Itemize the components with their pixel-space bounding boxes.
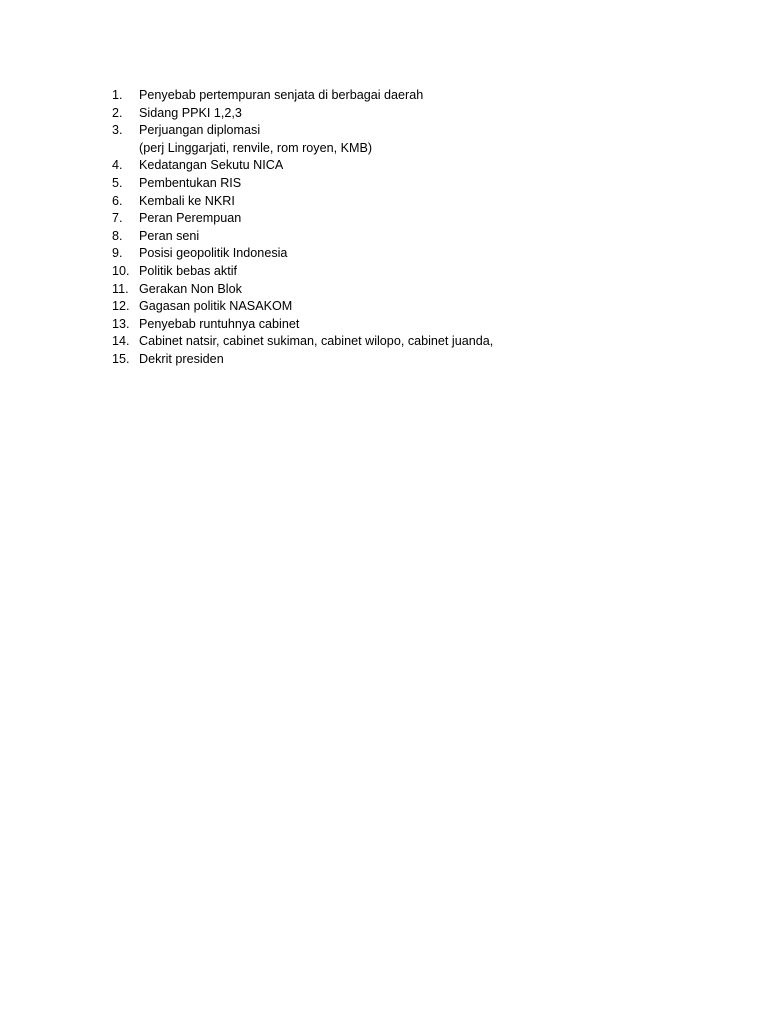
numbered-list [112, 87, 493, 369]
list-text: Gerakan Non Blok [139, 281, 242, 296]
list-text: Kedatangan Sekutu NICA [139, 158, 284, 173]
list-text: Penyebab runtuhnya cabinet [139, 316, 300, 331]
list-item [112, 210, 493, 228]
list-text: Peran Perempuan [139, 211, 242, 226]
list-number: 9. [112, 246, 123, 261]
list-number: 13. [112, 316, 130, 331]
list-text: Gagasan politik NASAKOM [139, 299, 293, 314]
list-text: Cabinet natsir, cabinet sukiman, cabinet wilopo, cabinet juanda, [139, 334, 494, 349]
list-item [112, 87, 493, 105]
list-number: 1. [112, 88, 123, 102]
list-item [112, 298, 493, 316]
list-item [112, 245, 493, 263]
list-number: 7. [112, 211, 123, 226]
list-text: Pembentukan RIS [139, 175, 242, 190]
list-text: Perjuangan diplomasi [139, 123, 261, 138]
list-item [112, 351, 493, 369]
list-item [112, 105, 493, 123]
list-number: 10. [112, 263, 130, 278]
list-subtext: (perj Linggarjati, renvile, rom royen, KMB) [139, 140, 373, 155]
list-item [112, 263, 493, 281]
list-text: Sidang PPKI 1,2,3 [139, 105, 242, 120]
list-text: Politik bebas aktif [139, 263, 238, 278]
list-number: 11. [112, 281, 129, 296]
list-item [112, 175, 493, 193]
list-item [112, 228, 493, 246]
list-number: 3. [112, 123, 123, 138]
list-number: 4. [112, 158, 123, 173]
list-number: 5. [112, 175, 123, 190]
list-item [112, 122, 493, 157]
list-number: 2. [112, 105, 123, 120]
list-item [112, 157, 493, 175]
list-item [112, 193, 493, 211]
list-item [112, 316, 493, 334]
list-text: Posisi geopolitik Indonesia [139, 246, 288, 261]
list-text: Kembali ke NKRI [139, 193, 235, 208]
list-number: 14. [112, 334, 130, 349]
list-number: 12. [112, 299, 130, 314]
list-text: Peran seni [139, 228, 200, 243]
list-number: 8. [112, 228, 123, 243]
list-number: 15. [112, 351, 130, 366]
list-text: Dekrit presiden [139, 351, 224, 366]
list-text: Penyebab pertempuran senjata di berbagai daerah [139, 88, 424, 102]
list-item [112, 333, 493, 351]
list-item [112, 281, 493, 299]
list-number: 6. [112, 193, 123, 208]
